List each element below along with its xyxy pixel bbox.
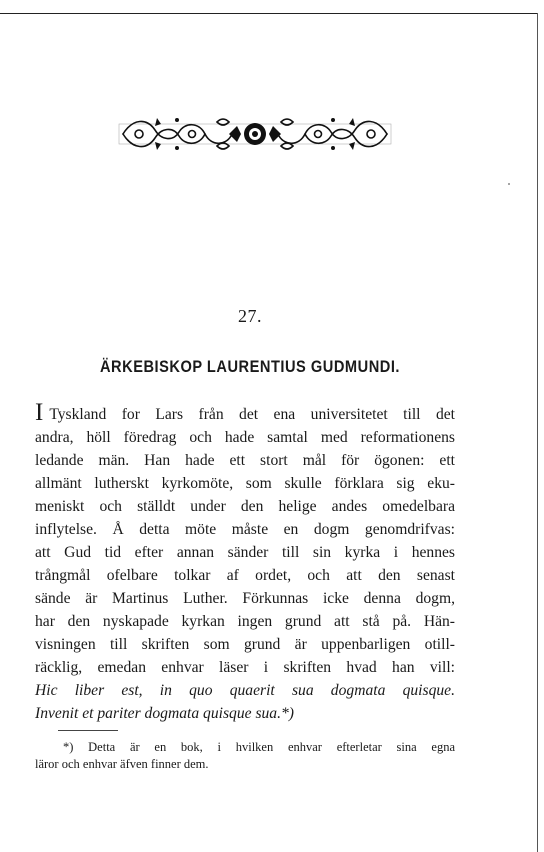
text-line: inflytelse. Å detta möte måste en dogm genomdrifvas: — [35, 521, 455, 538]
text-line: trångmål ofelbare tolkar af ordet, och att den senast — [35, 567, 455, 584]
text-line: visningen till skriften som grund är uppenbarligen otill- — [35, 636, 455, 653]
footnote-line: *) Detta är en bok, i hvilken enhvar efterletar sina egna — [63, 740, 455, 754]
text-line: sände är Martinus Luther. Förkunnas icke denna dogm, — [35, 590, 455, 607]
footnote-separator — [58, 730, 118, 731]
footnote-line: läror och enhvar äfven finner dem. — [35, 757, 209, 771]
footnote — [35, 739, 455, 773]
latin-verse-line: Invenit et pariter dogmata quisque sua.*) — [35, 705, 294, 722]
floral-headpiece-ornament-icon — [117, 112, 393, 156]
text-line: har den nyskapade kyrkan ingen grund att stå på. Hän- — [35, 613, 455, 630]
text-line: att Gud tid efter annan sänder till sin kyrka i hennes — [35, 544, 455, 561]
stray-mark — [508, 183, 510, 185]
text-line: räcklig, emedan enhvar läser i skriften hvad han vill: — [35, 659, 455, 676]
dropcap-letter: I — [35, 399, 44, 426]
text-line: ledande män. Han hade ett stort mål för ögonen: ett — [35, 452, 455, 469]
latin-verse-line: Hic liber est, in quo quaerit sua dogmata quisque. — [35, 682, 455, 699]
chapter-number: 27. — [238, 306, 262, 326]
text-line: allmänt lutherskt kyrkomöte, som skulle förklara sig eku- — [35, 475, 455, 492]
text-line: I Tyskland for Lars från det ena universitetet till det — [35, 399, 455, 426]
chapter-title: ÄRKEBISKOP LAURENTIUS GUDMUNDI. — [99, 357, 401, 376]
text-line: meniskt och ställdt under den helige andes omedelbara — [35, 498, 455, 515]
right-border-rule — [537, 13, 538, 852]
body-text — [35, 399, 455, 725]
text-line: andra, höll föredrag och hade samtal med reformationens — [35, 429, 455, 446]
top-border-rule — [0, 13, 538, 14]
